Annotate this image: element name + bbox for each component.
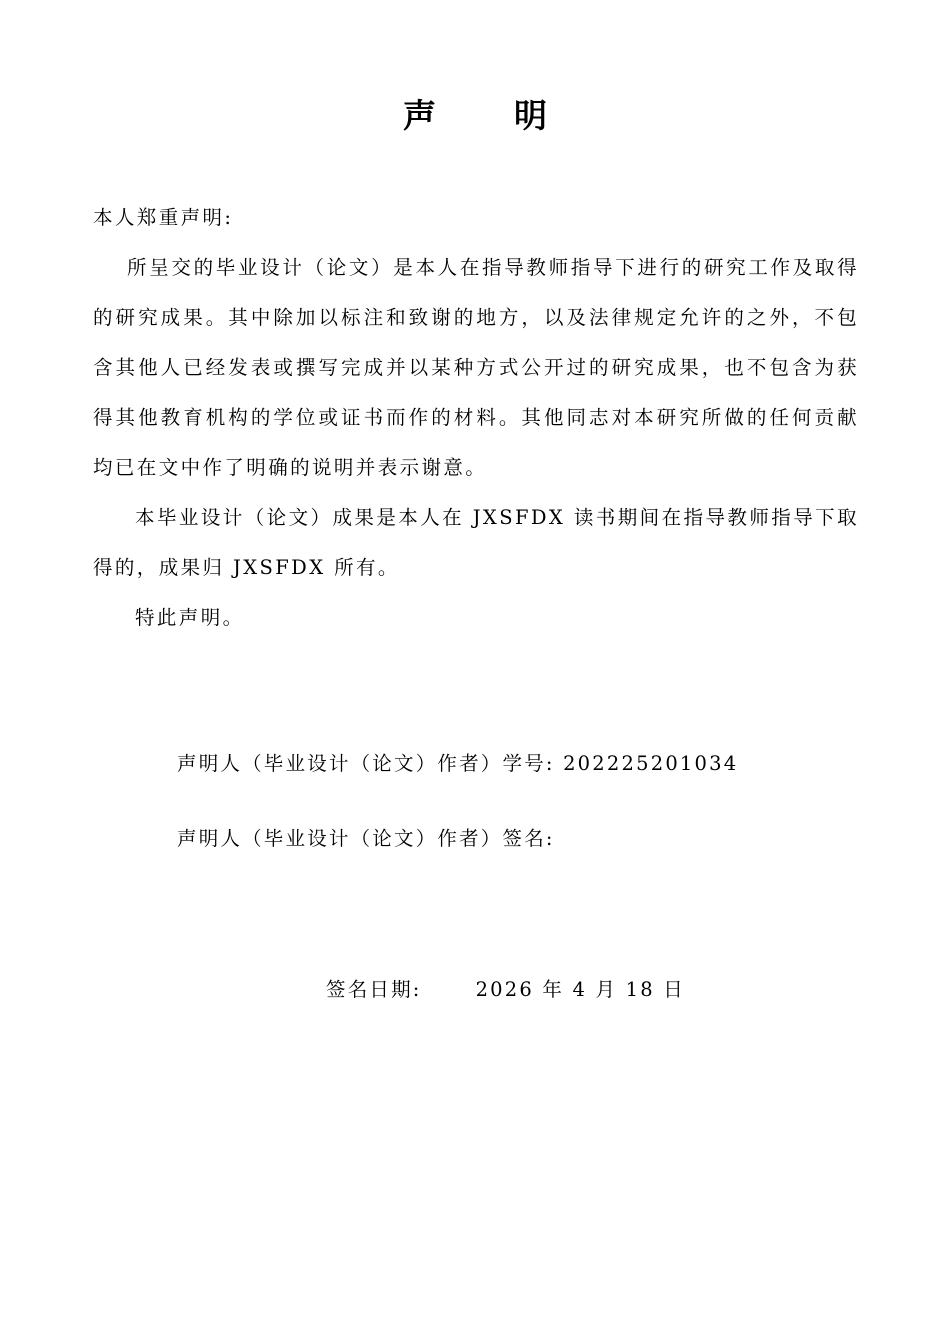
- signature-line: [177, 824, 555, 854]
- page-title: 声明: [403, 96, 625, 135]
- student-id-line: [177, 749, 738, 779]
- paragraph-ownership: 本毕业设计（论文）成果是本人在 JXSFDX 读书期间在指导教师指导下取得的，成果归 JXSFDX 所有。: [93, 506, 859, 579]
- signature-date-line: [326, 975, 685, 1005]
- paragraph-originality: 所呈交的毕业设计（论文）是本人在指导教师指导下进行的研究工作及取得的研究成果。其中除加以标注和致谢的地方，以及法律规定允许的之外，不包含其他人已经发表或撰写完成并以某种方式公开过的研究成果，也不包含为获得其他教育机构的学位或证书而作的材料。其他同志对本研究所做的任何贡献均已在文中作了明确的说明并表示谢意。: [93, 256, 859, 479]
- signature-date-value: 2026 年 4 月 18 日: [475, 978, 685, 1001]
- student-id-label: 声明人（毕业设计（论文）作者）学号:: [177, 752, 555, 775]
- student-id-value: 202225201034: [563, 752, 739, 775]
- salutation: 本人郑重声明:: [93, 206, 234, 229]
- signature-date-label: 签名日期:: [326, 978, 422, 1001]
- paragraph-closing: 特此声明。: [135, 606, 245, 629]
- signature-label: 声明人（毕业设计（论文）作者）签名:: [177, 827, 555, 850]
